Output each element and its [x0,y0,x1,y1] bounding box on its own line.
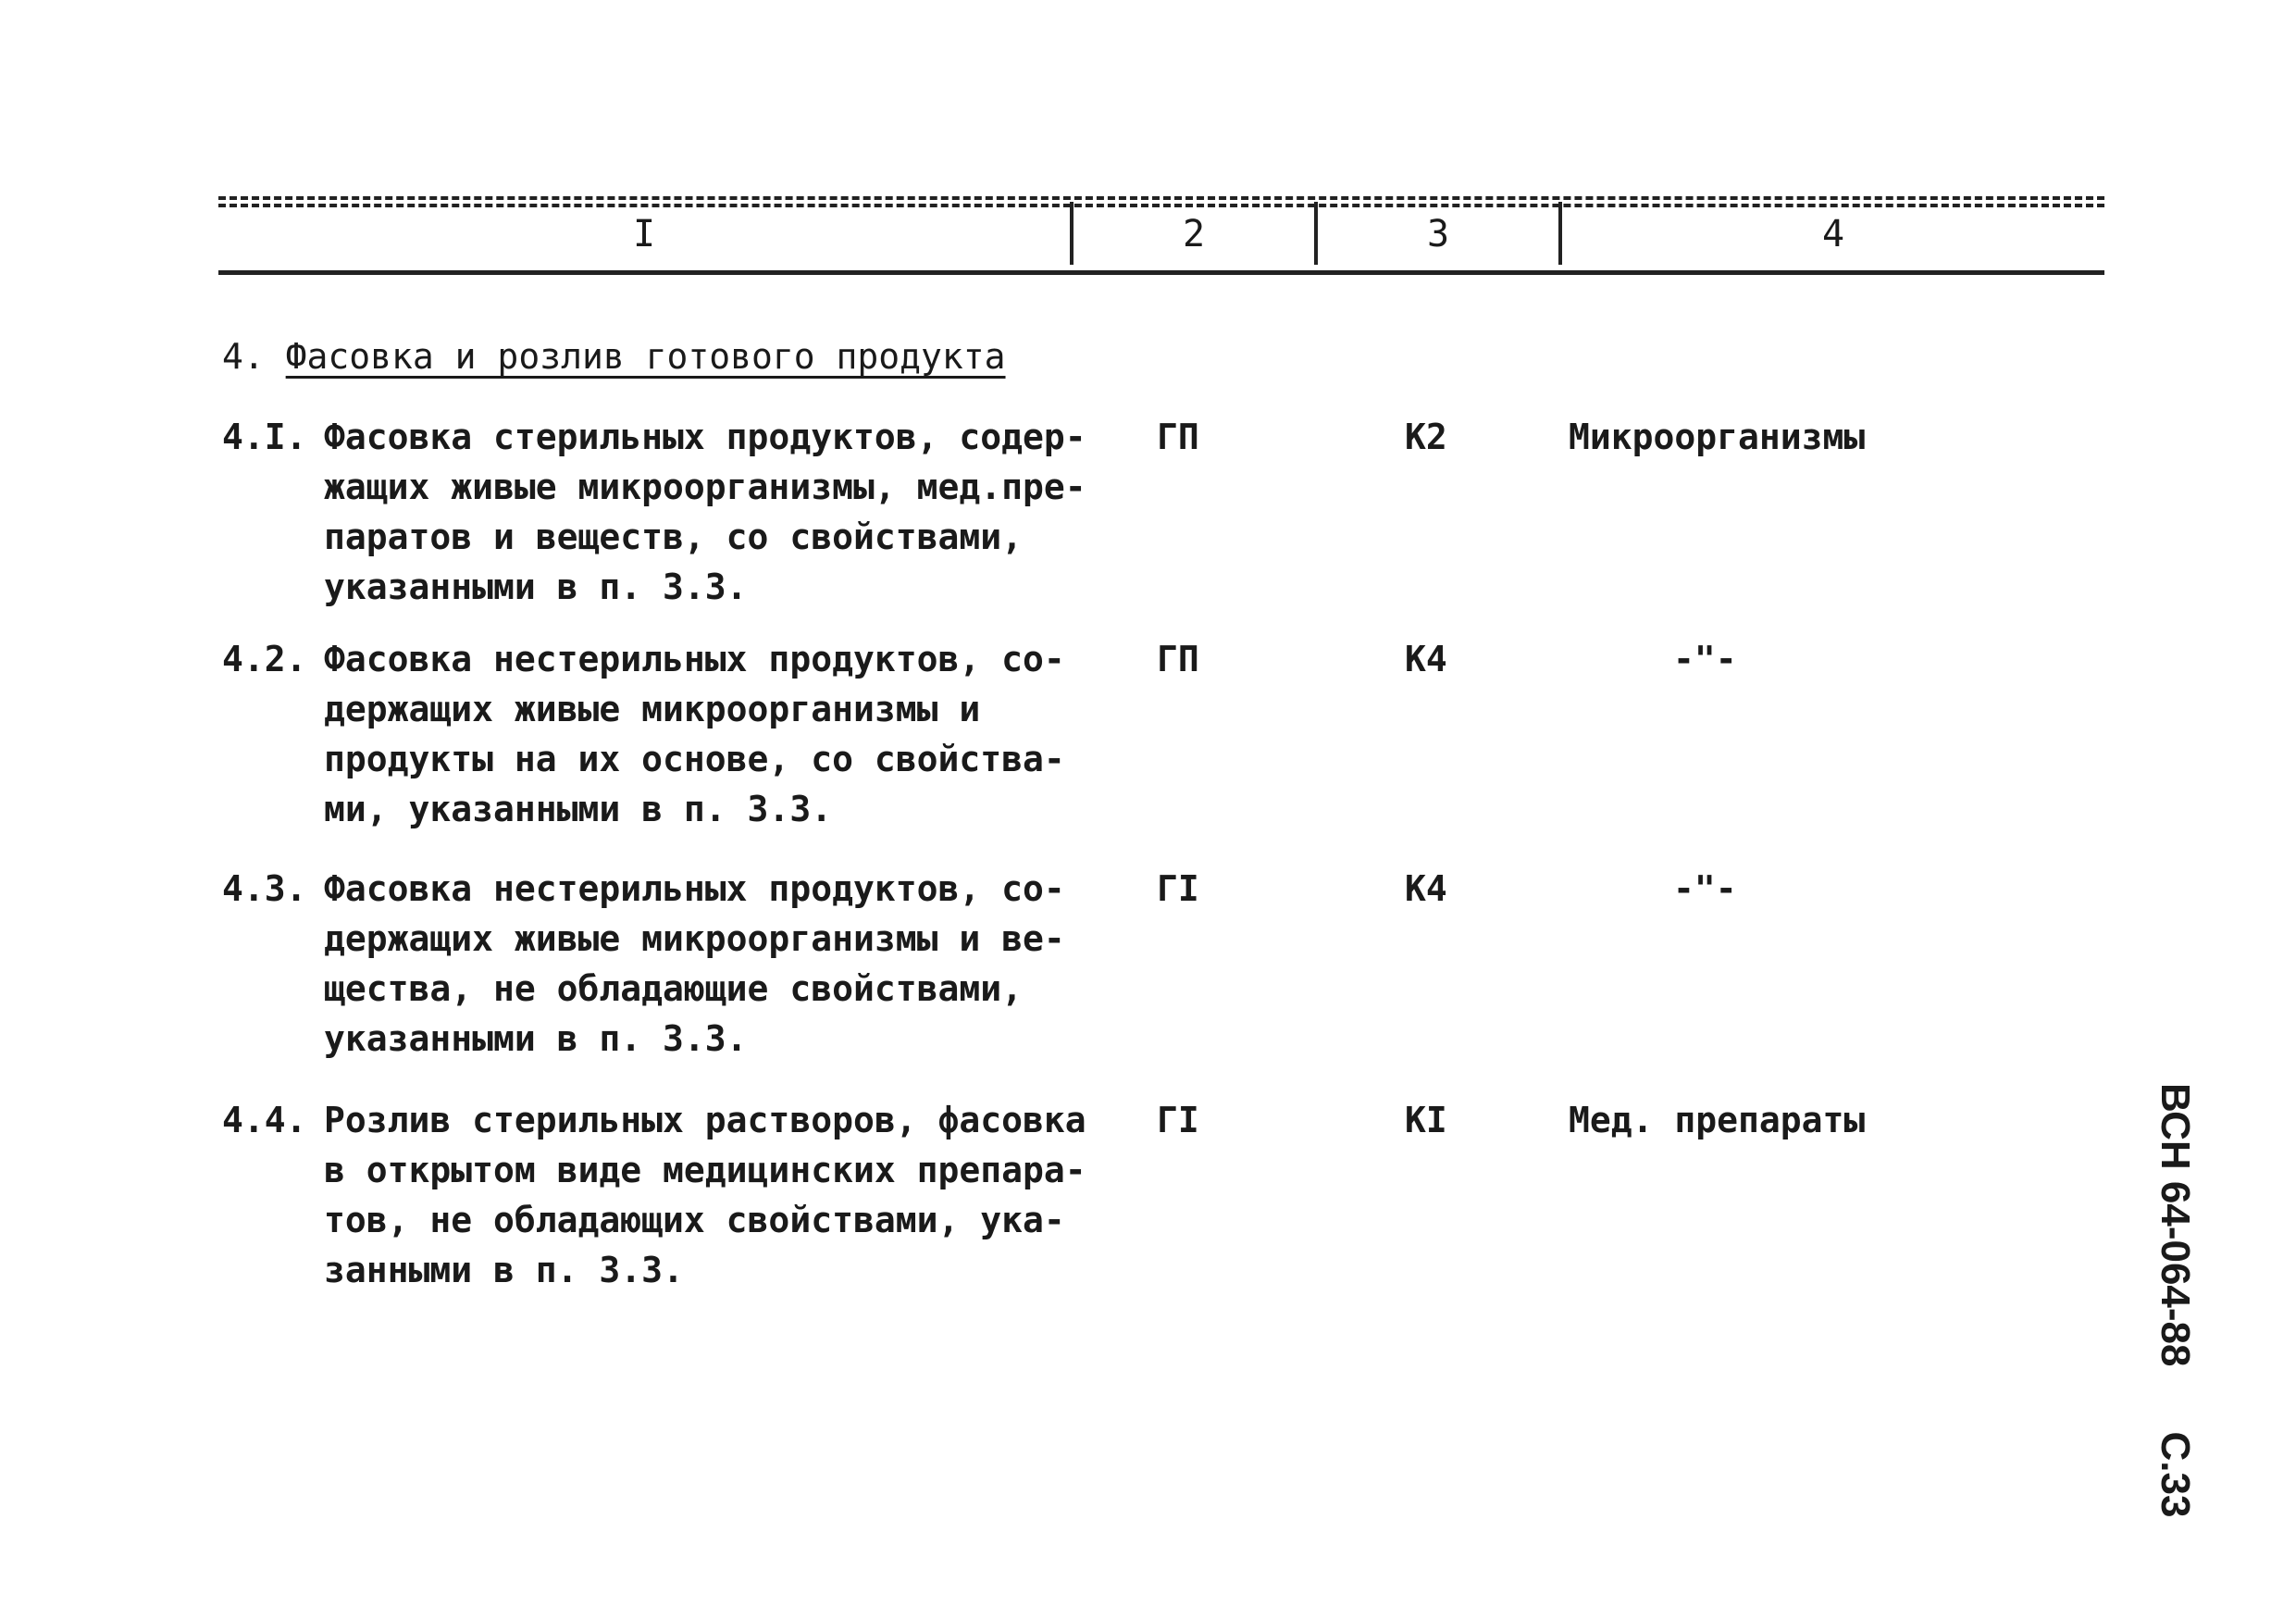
section-title: Фасовка и розлив готового продукта [285,336,1006,377]
row-description: Фасовка нестерильных продуктов, со- держащих живые микроорганизмы и ве- щества, не обладающие свойствами, указанными в п. 3.3. [324,868,1065,1059]
row-col-4: -"- [1673,868,1737,909]
column-header-2: 2 [1182,213,1206,255]
row-col-2: ГI [1157,868,1199,909]
section-heading [222,333,1006,380]
row-number: 4.3. [222,868,307,909]
row-col-3: К2 [1405,417,1447,457]
standard-code: ВСН 64-064-88 [2153,1083,2198,1367]
row-col-3: К4 [1405,868,1447,909]
section-number: 4. [222,336,265,377]
column-header-4: 4 [1821,213,1845,255]
row-number: 4.4. [222,1100,307,1140]
document-code-vertical [2149,1083,2201,1517]
row-col-4: -"- [1673,639,1737,679]
page-number: С.33 [2153,1431,2198,1518]
header-bottom-rule [218,270,2104,275]
row-description: Фасовка стерильных продуктов, содер- жащих живые микроорганизмы, мед.пре- паратов и веществ, со свойствами, указанными в п. 3.3. [324,417,1086,607]
row-description: Розлив стерильных растворов, фасовка в открытом виде медицинских препара- тов, не обладающих свойствами, ука- занными в п. 3.3. [324,1100,1086,1290]
row-col-3: К4 [1405,639,1447,679]
row-number: 4.2. [222,639,307,679]
header-top-rule [218,196,2104,207]
row-col-2: ГП [1157,639,1199,679]
row-col-2: ГI [1157,1100,1199,1140]
row-col-3: КI [1405,1100,1447,1140]
row-number: 4.I. [222,417,307,457]
row-col-2: ГП [1157,417,1199,457]
row-description: Фасовка нестерильных продуктов, со- держащих живые микроорганизмы и продукты на их основе, со свойства- ми, указанными в п. 3.3. [324,639,1065,829]
column-header-3: 3 [1426,213,1450,255]
row-col-4: Мед. препараты [1569,1100,1866,1140]
column-header-1: I [632,213,656,255]
row-col-4: Микроорганизмы [1569,417,1866,457]
